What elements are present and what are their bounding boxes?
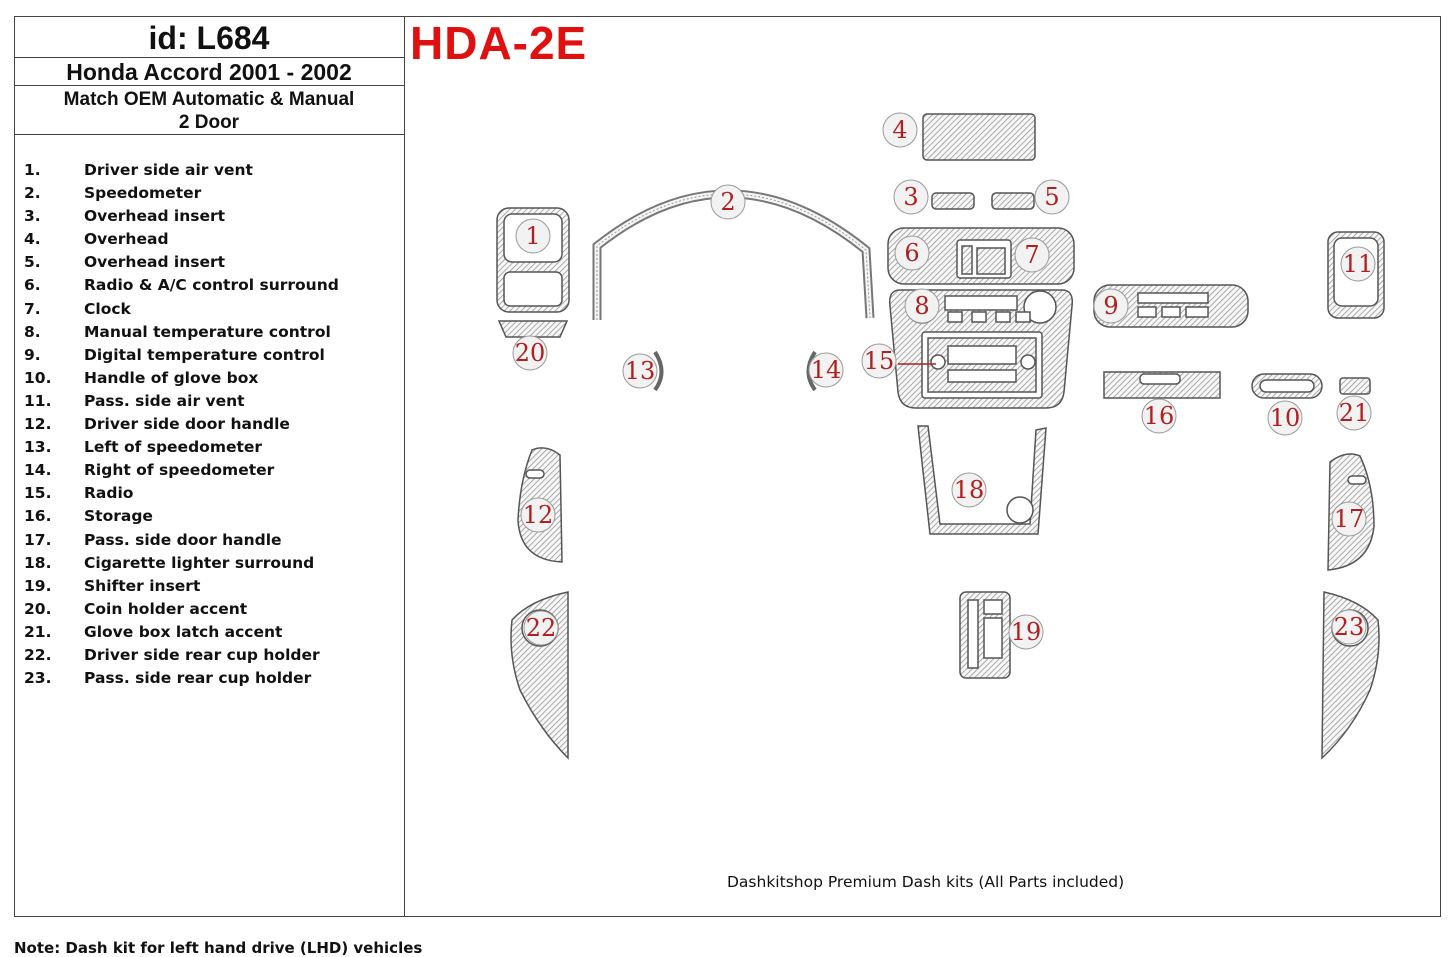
part-name: Cigarette lighter surround	[84, 553, 315, 572]
label-1: 1	[525, 222, 541, 250]
part-number: 23.	[24, 669, 52, 688]
label-5: 5	[1044, 183, 1060, 211]
part-name: Manual temperature control	[84, 322, 331, 341]
part-name: Speedometer	[84, 184, 202, 203]
label-6: 6	[904, 239, 920, 267]
part-item	[24, 459, 404, 482]
product-id: id: L684	[14, 18, 404, 58]
part-item	[24, 529, 404, 552]
part-item	[24, 667, 404, 690]
label-3: 3	[903, 183, 919, 211]
part-name: Driver side air vent	[84, 161, 253, 179]
label-20: 20	[514, 339, 546, 367]
footer-caption: Dashkitshop Premium Dash kits (All Parts included)	[727, 873, 1125, 891]
part-number: 17.	[24, 530, 52, 549]
part-name: Digital temperature control	[84, 345, 325, 364]
fitment-description	[14, 87, 404, 135]
part-item	[24, 344, 404, 367]
part-number: 14.	[24, 461, 52, 480]
part-3-overhead-insert	[932, 193, 974, 209]
part-16-storage	[1104, 372, 1220, 398]
part-name: Overhead	[84, 230, 169, 249]
part-number: 2.	[24, 184, 41, 203]
part-21-glove-box-latch-accent	[1340, 378, 1370, 394]
label-23: 23	[1333, 613, 1365, 641]
label-11: 11	[1342, 250, 1374, 278]
part-item	[24, 298, 404, 321]
part-name: Right of speedometer	[84, 461, 275, 480]
label-17: 17	[1333, 505, 1365, 533]
part-item	[24, 390, 404, 413]
part-item	[24, 367, 404, 390]
part-item	[24, 251, 404, 274]
part-20-coin-holder-accent	[499, 321, 567, 337]
label-21: 21	[1338, 399, 1370, 427]
part-item	[24, 228, 404, 251]
parts-list	[24, 159, 404, 690]
part-name: Overhead insert	[84, 253, 226, 272]
part-item	[24, 413, 404, 436]
part-number: 6.	[24, 276, 41, 295]
part-item	[24, 644, 404, 667]
part-name: Pass. side rear cup holder	[84, 669, 312, 688]
label-15: 15	[863, 347, 895, 375]
part-4-overhead	[923, 114, 1035, 160]
part-number: 12.	[24, 415, 52, 434]
part-number: 11.	[24, 391, 52, 410]
part-name: Handle of glove box	[84, 368, 259, 387]
label-22: 22	[525, 614, 557, 642]
part-15-radio	[922, 332, 1042, 398]
label-10: 10	[1269, 404, 1301, 432]
part-number: 16.	[24, 507, 52, 526]
label-19: 19	[1010, 618, 1042, 646]
label-8: 8	[914, 292, 930, 320]
part-number: 13.	[24, 438, 52, 457]
label-18: 18	[953, 476, 985, 504]
part-name: Radio & A/C control surround	[84, 276, 339, 295]
part-name: Radio	[84, 484, 134, 503]
vehicle-model: Honda Accord 2001 - 2002	[14, 58, 404, 86]
part-item	[24, 598, 404, 621]
part-number: 20.	[24, 599, 52, 618]
label-2: 2	[720, 188, 736, 216]
part-19-shifter-insert	[960, 592, 1010, 678]
part-name: Pass. side air vent	[84, 391, 245, 410]
part-number: 4.	[24, 230, 41, 249]
part-name: Storage	[84, 507, 153, 526]
label-9: 9	[1103, 292, 1119, 320]
lhd-note: Note: Dash kit for left hand drive (LHD) vehicles	[14, 939, 423, 957]
part-name: Overhead insert	[84, 207, 226, 226]
part-name: Clock	[84, 299, 131, 318]
label-7: 7	[1024, 241, 1040, 269]
part-number: 1.	[24, 161, 41, 179]
label-4: 4	[892, 116, 908, 144]
part-number: 21.	[24, 622, 52, 641]
part-item	[24, 321, 404, 344]
part-number: 15.	[24, 484, 52, 503]
part-name: Driver side door handle	[84, 415, 290, 434]
label-12: 12	[522, 501, 554, 529]
part-item	[24, 505, 404, 528]
part-number: 8.	[24, 322, 41, 341]
part-name: Driver side rear cup holder	[84, 645, 320, 664]
part-item	[24, 274, 404, 297]
part-number: 3.	[24, 207, 41, 226]
label-14: 14	[810, 356, 842, 384]
label-16: 16	[1143, 402, 1175, 430]
part-number: 7.	[24, 299, 41, 318]
door-line: 2 Door	[178, 112, 240, 133]
part-item	[24, 575, 404, 598]
part-number: 18.	[24, 553, 52, 572]
part-number: 19.	[24, 576, 52, 595]
part-item	[24, 621, 404, 644]
part-number: 10.	[24, 368, 52, 387]
part-name: Pass. side door handle	[84, 530, 282, 549]
part-item	[24, 552, 404, 575]
part-item	[24, 182, 404, 205]
part-number: 22.	[24, 645, 52, 664]
part-5-overhead-insert	[992, 193, 1034, 209]
part-item	[24, 205, 404, 228]
dash-kit-diagram	[406, 18, 1438, 915]
part-7-clock	[977, 248, 1005, 274]
part-name: Coin holder accent	[84, 599, 248, 618]
part-item	[24, 482, 404, 505]
part-number: 5.	[24, 253, 41, 272]
label-13: 13	[624, 357, 656, 385]
part-item	[24, 159, 404, 182]
part-name: Left of speedometer	[84, 438, 263, 457]
part-item	[24, 436, 404, 459]
part-name: Shifter insert	[84, 576, 201, 595]
match-line: Match OEM Automatic & Manual	[63, 89, 355, 110]
parts-panel	[14, 16, 405, 917]
part-name: Glove box latch accent	[84, 622, 283, 641]
part-number: 9.	[24, 345, 41, 364]
kit-code: HDA-2E	[410, 17, 588, 69]
